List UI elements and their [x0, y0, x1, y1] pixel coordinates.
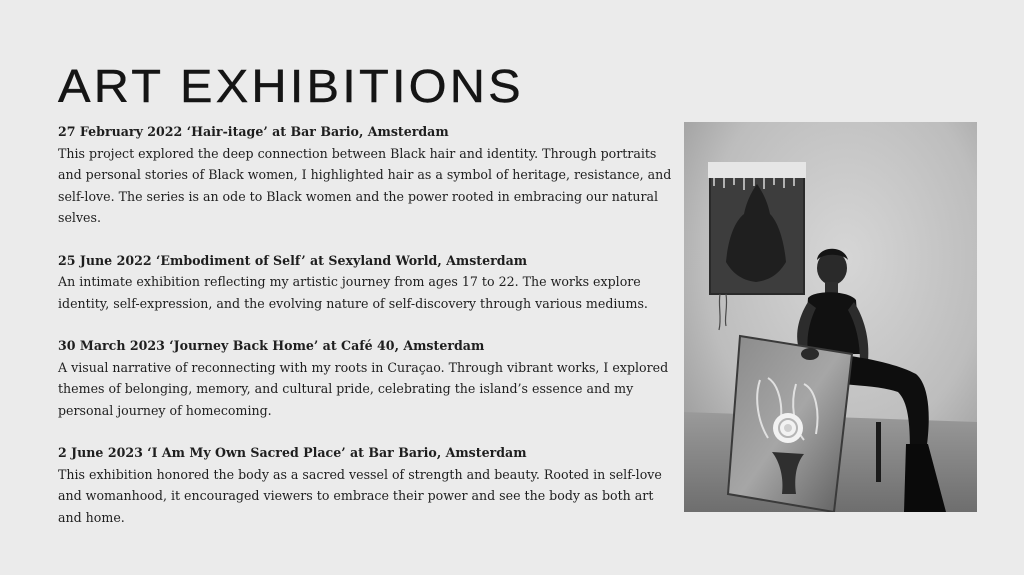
exhibition-item	[58, 121, 674, 229]
exhibition-heading: 25 June 2022 ‘Embodiment of Self’ at Sexyland World, Amsterdam	[58, 252, 528, 268]
exhibition-heading: 2 June 2023 ‘I Am My Own Sacred Place’ at Bar Bario, Amsterdam	[58, 445, 527, 460]
artist-photo-illustration	[684, 122, 977, 512]
exhibition-list	[58, 121, 674, 549]
exhibition-heading: 27 February 2022 ‘Hair-itage’ at Bar Bario, Amsterdam	[58, 124, 449, 139]
page-title: ART EXHIBITIONS	[58, 60, 524, 112]
exhibition-description: An intimate exhibition reflecting my artistic journey from ages 17 to 22. The works explore identity, self-expression, and the evolving nature of self-discovery through various mediums.	[58, 274, 648, 311]
exhibition-description: A visual narrative of reconnecting with my roots in Curaçao. Through vibrant works, I explored themes of belonging, memory, and cultural pride, celebrating the island’s essence and my personal journey of homecoming.	[58, 359, 669, 418]
exhibition-item	[58, 250, 674, 315]
exhibition-item	[58, 442, 674, 528]
exhibition-description: This exhibition honored the body as a sacred vessel of strength and beauty. Rooted in self-love and womanhood, it encouraged viewers to embrace their power and see the body as both art and home.	[58, 466, 662, 525]
exhibition-item	[58, 335, 674, 421]
exhibition-heading: 30 March 2023 ‘Journey Back Home’ at Café 40, Amsterdam	[58, 338, 485, 353]
exhibition-description: This project explored the deep connection between Black hair and identity. Through portraits and personal stories of Black women, I highlighted hair as a symbol of heritage, resistance, and self-love. The series is an ode to Black women and the power rooted in embracing our natural selves.	[58, 145, 672, 225]
artist-photo	[684, 122, 977, 512]
